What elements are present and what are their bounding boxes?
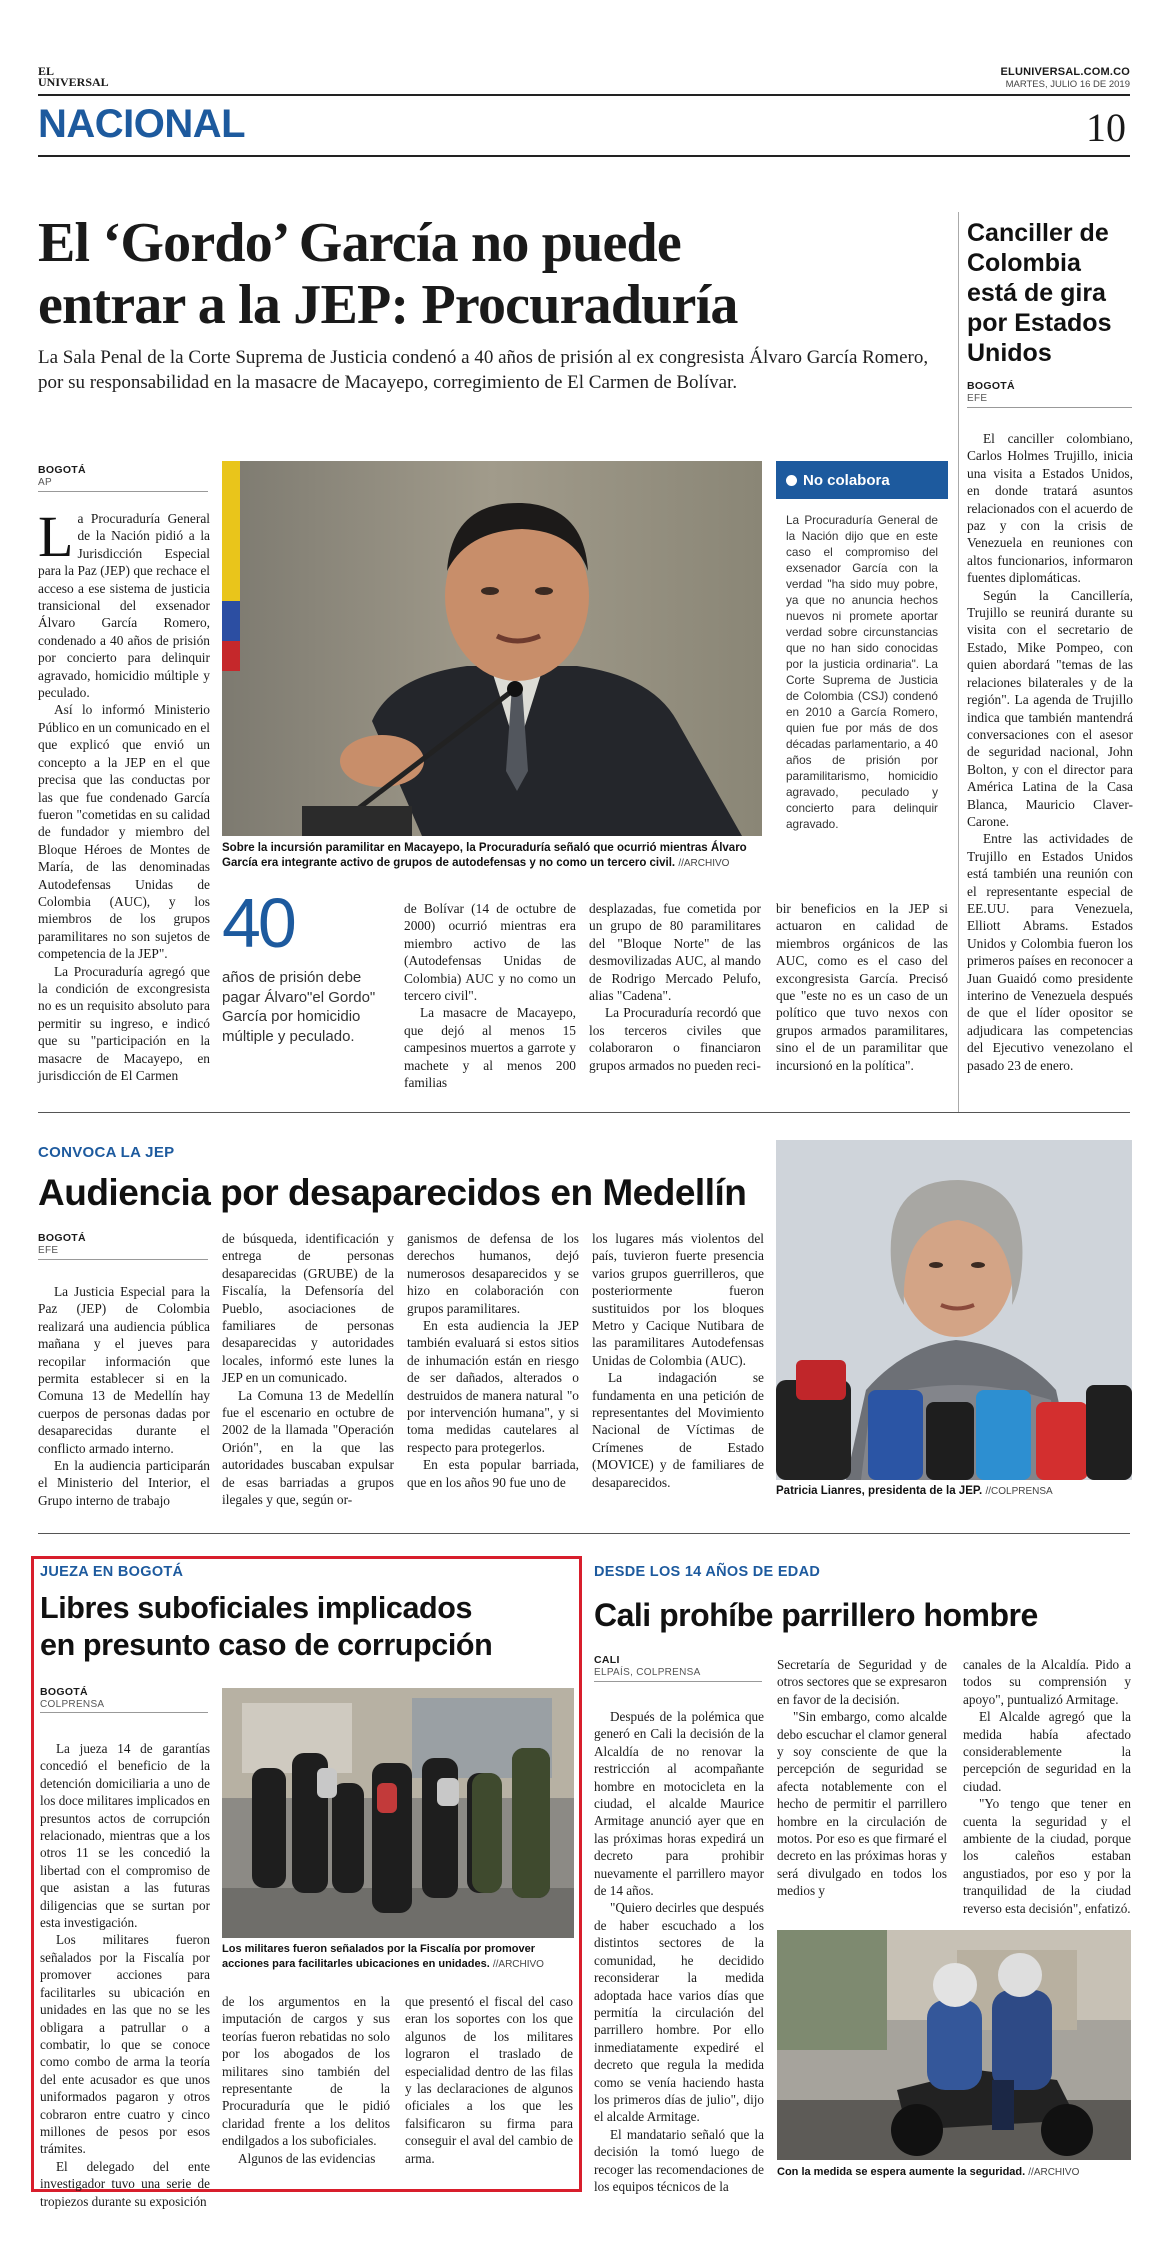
judge-photo-caption [222, 1942, 574, 1972]
soldiers-photo-image [222, 1688, 574, 1938]
cali-headline: Cali prohíbe parrillero hombre [594, 1597, 1038, 1633]
cali-photo-credit: //ARCHIVO [1028, 2167, 1080, 2178]
judge-col2 [222, 1993, 390, 2167]
main-headline-line1: El ‘Gordo’ García no puede [38, 212, 681, 274]
section-title: NACIONAL [38, 102, 246, 146]
main-col3-p2: La masacre de Macayepo, que dejó al menos 15 campesinos muertos a garrote y machete y al menos 200 familias [404, 1005, 576, 1091]
main-col5-p1: bir beneficios en la JEP si actuaron en calidad de miembros orgánicos de las AUC, como es el caso del excongresista García. Precisó que "este no es un caso de un político que tuvo nexos con grupos armados paramilitares, sino el de un paramilitar que incursionó en la política". [776, 901, 948, 1073]
cali-byline: CALI [594, 1654, 620, 1666]
section-divider-2 [38, 1533, 1130, 1534]
jep-col1 [38, 1283, 210, 1509]
right-headline: Canciller de Colombia está de gira por Estados Unidos [967, 219, 1112, 367]
right-body [967, 430, 1133, 1074]
main-headline-line2: entrar a la JEP: Procuraduría [38, 274, 738, 336]
main-deck: La Sala Penal de la Corte Suprema de Justicia condenó a 40 años de prisión al ex congresista Álvaro García Romero, por su responsabilidad en la masacre de Macayepo, corregimiento de El Carmen de Bolívar. [38, 347, 929, 393]
sidebar-title: No colabora [803, 471, 890, 489]
jep-col4-p2: La indagación se fundamenta en una petición de representantes del Movimiento Nacional de Víctimas de Crímenes de Estado (MOVICE) y de familiares de desaparecidos. [592, 1370, 764, 1490]
right-byline-rule [967, 407, 1132, 408]
cali-photo-caption-text: Con la medida se espera aumente la seguridad. [777, 2166, 1026, 2178]
main-photo-caption-text: Sobre la incursión paramilitar en Macayepo, la Procuraduría señaló que ocurrió mientras Álvaro García era integrante activo de grupos de autodefensas y no como un tercero civil. [222, 842, 747, 869]
jep-source: EFE [38, 1245, 59, 1256]
main-col3 [404, 900, 576, 1091]
jep-col1-p1: La Justicia Especial para la Paz (JEP) de Colombia realizará una audiencia pública mañana y el jueves para recopilar información que permita establecer si en la Comuna 13 de Medellín hay cuerpos de personas dadas por desaparecidas durante el conflicto armado interno. [38, 1284, 210, 1456]
judge-col2-p1: de los argumentos en la imputación de cargos y sus teorías fueron rebatidas no solo por los abogados de los militares sino también del representante de la Procuraduría que le pidió claridad frente a los delitos endilgados a los suboficiales. [222, 1994, 390, 2149]
jep-byline-rule [38, 1259, 208, 1260]
judge-col3-p1: que presentó el fiscal del caso eran los soportes con los que algunos de los militares lograron el traslado de especialidad dentro de las filas y las declaraciones de algunos oficiales a los que les falsificaron su firma para conseguir el aval del cambio de arma. [405, 1994, 573, 2166]
motorcycle-photo-image [777, 1930, 1131, 2160]
right-source: EFE [967, 393, 988, 404]
cali-source: ELPAÍS, COLPRENSA [594, 1667, 701, 1678]
jep-col1-p2: En la audiencia participarán el Ministerio del Interior, el Grupo interno de trabajo [38, 1458, 210, 1508]
cali-col1-p2: "Quiero decirles que después de haber escuchado a los distintos sectores de la comunidad, he decidido reconsiderar la medida adoptada hace varios días que permitía la circulación del parrillero hombre. Por ello inmediatamente expediré el decreto que regula la medida como se venía haciendo hasta los primeros días de julio", dijo el alcalde Armitage. [594, 1900, 764, 2125]
lianres-photo-image [776, 1140, 1132, 1480]
judge-kicker: JUEZA EN BOGOTÁ [40, 1564, 184, 1580]
main-photo-caption [222, 841, 762, 871]
judge-byline: BOGOTÁ [40, 1686, 88, 1698]
judge-photo-caption-text: Los militares fueron señalados por la Fiscalía por promover acciones para facilitarles ubicaciones en unidades. [222, 1943, 535, 1970]
main-col1-p1: a Procuraduría General de la Nación pidió a la Jurisdicción Especial para la Paz (JEP) que rechace el acceso a ese sistema de justicia transicional del exsenador Álvaro García Romero, condenado a 40 años de prisión por concierto para delinquir agravado, homicidio múltiple y peculado. [38, 511, 210, 701]
cali-col1-p1: Después de la polémica que generó en Cali la decisión de la Alcaldía de no renovar la restricción al acompañante hombre en motocicleta en la ciudad, el alcalde Maurice Armitage anunció ayer que en las próximas horas expedirá un decreto para prohibir nuevamente el parrillero mayor de 14 años. [594, 1709, 764, 1899]
judge-col1-p3: El delegado del ente investigador tuvo una serie de tropiezos durante su exposición [40, 2158, 210, 2209]
main-col5 [776, 900, 948, 1074]
main-headline [38, 212, 958, 336]
right-p2: Según la Cancillería, Trujillo se reunirá durante su visita con el secretario de Estado, Mike Pompeo, con quien abordará "temas de las relaciones bilaterales y de la región". La agenda de Trujillo indica que también mantendrá conversaciones con el asesor de seguridad nacional, John Bolton, y con el director para América Latina de la Casa Blanca, Mauricio Claver-Carone. [967, 587, 1133, 829]
issue-date: MARTES, JULIO 16 DE 2019 [1005, 79, 1130, 90]
judge-headline-line2: en presunto caso de corrupción [40, 1628, 493, 1662]
main-source: AP [38, 477, 52, 488]
cali-photo [777, 1930, 1131, 2160]
site-url[interactable]: ELUNIVERSAL.COM.CO [1000, 66, 1130, 78]
judge-col1 [40, 1740, 210, 2210]
logo: EL UNIVERSAL [38, 64, 109, 89]
cali-col3-p1: canales de la Alcaldía. Pido a todos su comprensión y apoyo", puntualizó Armitage. [963, 1657, 1131, 1707]
cali-col1-p3: El mandatario señaló que la decisión la tomó luego de recoger las recomendaciones de los equipos técnicos de la [594, 2126, 764, 2194]
main-col1-p2: Así lo informó Ministerio Público en un comunicado en el que explicó que envió un concepto a la JEP en el que precisa que las conductas por las que fue condenado García fueron "cometidas en su calidad de fundador y miembro del Bloque Héroes de Montes de María, de las denominadas Autodefensas Unidas de Colombia (AUC), y los miembros de los grupos paramilitares no son sujetos de competencia de la JEP". [38, 702, 210, 962]
judge-headline [40, 1590, 580, 1664]
judge-photo-credit: //ARCHIVO [492, 1959, 544, 1970]
right-byline: BOGOTÁ [967, 380, 1015, 392]
judge-headline-line1: Libres suboficiales implicados [40, 1591, 473, 1625]
main-col3-p1: de Bolívar (14 de octubre de 2000) ocurrió mientras era miembro activo de las (Autodefensas Unidas de Colombia) AUC y no como un tercero civil". [404, 901, 576, 1004]
jep-photo-credit: //COLPRENSA [985, 1486, 1053, 1497]
right-p1: El canciller colombiano, Carlos Holmes Trujillo, inicia una visita a Estados Unidos, en donde tratará asuntos relacionados con el acuerdo de paz y con la crisis de Venezuela en reuniones con altos funcionarios, informaron fuentes diplomáticas. [967, 431, 1133, 586]
jep-byline: BOGOTÁ [38, 1232, 86, 1244]
main-col1-p3: La Procuraduría agregó que la condición de excongresista no es un requisito absoluto para permitir su ingreso, e indicó que su "participación en la masacre de Macayepo, en jurisdicción de El Carmen [38, 963, 210, 1083]
bullet-icon [786, 475, 797, 486]
jep-col4-p1: los lugares más violentos del país, tuvieron fuerte presencia varios grupos guerrilleros, que posteriormente fueron sustituidos por los bloques Metro y Cacique Nutibara de las paramilitares Autodefensas Unidas de Colombia (AUC). [592, 1231, 764, 1368]
right-p3: Entre las actividades de Trujillo en Estados Unidos está también una reunión con el representante especial de EE.UU. para Venezuela, Elliott Abrams. Estados Unidos y Colombia fueron los primeros países en reconocer a Juan Guaidó como presidente interino de Venezuela después de que el líder opositor se adjudicara las competencias del Ejecutivo venezolano el pasado 23 de enero. [967, 831, 1133, 1073]
page-number: 10 [1086, 105, 1126, 150]
stat-number: 40 [222, 884, 294, 962]
jep-headline: Audiencia por desaparecidos en Medellín [38, 1172, 747, 1213]
cali-col1 [594, 1708, 764, 2195]
stat-text: años de prisión debe pagar Álvaro"el Gordo" García por homicidio múltiple y peculado. [222, 969, 376, 1045]
cali-byline-rule [594, 1681, 762, 1682]
main-byline: BOGOTÁ [38, 464, 86, 476]
judge-byline-rule [40, 1712, 208, 1713]
dropcap: L [38, 504, 74, 569]
main-col4 [589, 900, 761, 1074]
jep-col3-p1: ganismos de defensa de los derechos humanos, dejó numerosos desaparecidos y se hizo en colaboración con grupos paramilitares. [407, 1231, 579, 1316]
garcia-portrait-image [222, 461, 762, 836]
main-col1 [38, 504, 210, 1084]
judge-source: COLPRENSA [40, 1699, 105, 1710]
jep-photo-caption-text: Patricia Lianres, presidenta de la JEP. [776, 1485, 983, 1497]
byline-rule [38, 491, 208, 492]
jep-col3-p3: En esta popular barriada, que en los años 90 fue uno de [407, 1457, 579, 1490]
jep-col3 [407, 1230, 579, 1491]
right-column-rule [958, 212, 959, 1112]
main-col4-p1: desplazadas, fue cometida por un grupo de 80 paramilitares del "Bloque Norte" de las desmovilizadas AUC, al mando de Rodrigo Mercado Pelufo, alias "Cadena". [589, 901, 761, 1004]
section-rule [38, 155, 1130, 157]
cali-col3-p3: "Yo tengo que tener en cuenta la seguridad y el ambiente de la ciudad, porque los caleños estaban angustiados, por eso y por la tranquilidad de la ciudad reverso esta decisión", enfatizó. [963, 1796, 1131, 1916]
jep-kicker: CONVOCA LA JEP [38, 1144, 175, 1161]
section-divider-1 [38, 1112, 1130, 1113]
jep-photo-caption [776, 1484, 1132, 1499]
sidebar-box [776, 461, 948, 856]
sidebar-text: La Procuraduría General de la Nación dijo que en este caso el compromiso del exsenador García con la verdad "ha sido muy pobre, ya que no anuncia hechos nuevos ni promete aportar verdad sobre circunstancias que no han sido conocidas por la justicia ordinaria". La Corte Suprema de Justicia de Colombia (CSJ) condenó en 2010 a García Romero, quien fue por más de dos décadas parlamentario, a 40 años de prisión por paramilitarismo, homicidio agravado, peculado y concierto para delinquir agravado. [786, 513, 938, 831]
main-photo-credit: //ARCHIVO [678, 858, 730, 869]
judge-col1-p2: Los militares fueron señalados por la Fiscalía por promover acciones para facilitarles su ubicación en unidades en las que no se les obligara a patrullar o a combatir, lo que se conoce como combo de arma la teoría del ente acusador es que unos uniformados pagaron y otros cobraron entre cuatro y cinco millones de pesos por esos trámites. [40, 1932, 210, 2157]
cali-col3 [963, 1656, 1131, 1917]
judge-col2-p2: Algunos de las evidencias [238, 2150, 376, 2166]
cali-col2-p2: "Sin embargo, como alcalde debo escuchar el clamor general y soy consciente de que la percepción de seguridad se afecta notablemente con el hecho de permitir el parrillero hombre en la circulación de motos. Por eso es que firmaré el decreto en las próximas horas y será divulgado en todos los medios y [777, 1709, 947, 1899]
cali-col2-p1: Secretaría de Seguridad y de otros sectores que se expresaron en favor de la decisión. [777, 1657, 947, 1707]
judge-photo [222, 1688, 574, 1938]
cali-col2 [777, 1656, 947, 1900]
jep-col2-p1: de búsqueda, identificación y entrega de personas desaparecidas (GRUBE) de la Fiscalía, la Defensoría del Pueblo, asociaciones de familiares de personas desaparecidas y autoridades locales, informó este lunes la JEP en un comunicado. [222, 1231, 394, 1386]
judge-col3 [405, 1993, 573, 2167]
jep-col4 [592, 1230, 764, 1491]
jep-col3-p2: En esta audiencia la JEP también evaluará si estos sitios de inhumación están en riesgo de ser dañados, alterados o destruidos de manera natural "o por intervención humana", y si toma medidas cautelares al respecto para protegerlos. [407, 1318, 579, 1455]
jep-col2 [222, 1230, 394, 1509]
cali-photo-caption [777, 2165, 1131, 2180]
main-col4-p2: La Procuraduría recordó que los terceros civiles que colaboraron o financiaron grupos armados no pueden reci- [589, 1005, 761, 1073]
jep-photo [776, 1140, 1132, 1480]
sidebar-header [776, 461, 948, 499]
judge-col1-p1: La jueza 14 de garantías concedió el beneficio de la detención domiciliaria a uno de los doce militares implicados en presuntos actos de corrupción relacionado, mientras que a los otros 11 se les concedió la libertad con el compromiso de que asistan a las futuras diligencias que se surtan por esta investigación. [40, 1741, 210, 1931]
cali-kicker: DESDE LOS 14 AÑOS DE EDAD [594, 1564, 821, 1580]
main-photo [222, 461, 762, 836]
jep-col2-p2: La Comuna 13 de Medellín fue el escenario en octubre de 2002 de la llamada "Operación Orión", en la que las autoridades buscaban expulsar de esas barriadas a grupos ilegales y que, según or- [222, 1387, 394, 1508]
masthead-rule [38, 94, 1130, 96]
cali-col3-p2: El Alcalde agregó que la medida había afectado considerablemente la percepción de seguridad en la ciudad. [963, 1709, 1131, 1794]
